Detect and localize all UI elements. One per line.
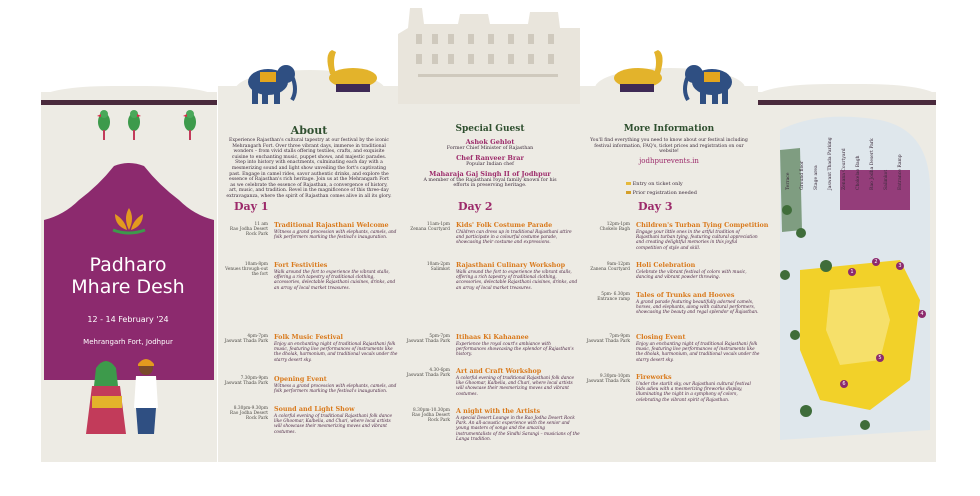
event-name: Sound and Light Show <box>274 405 355 413</box>
event-name: Kids' Folk Costume Parade <box>456 221 553 229</box>
event-venue: Rao Jodha Desert Rock Park <box>229 411 268 422</box>
cover-dates: 12 - 14 February '24 <box>87 315 169 324</box>
day-heading: Day 1 <box>234 200 269 213</box>
tree-icon <box>800 405 812 417</box>
tree-icon <box>790 330 800 340</box>
event-venue: Jaswant Thada Park <box>224 381 268 386</box>
cover-title-line2: Mhare Desh <box>71 276 185 298</box>
map-marker[interactable]: 3 <box>896 262 904 270</box>
day-3-column <box>580 200 769 460</box>
event-name: Itihaas Ki Kahaanee <box>456 333 529 341</box>
legend-item: Entry on ticket only <box>624 181 697 187</box>
event-description: Enjoy an enchanting night of traditional Rajasthani folk music, featuring live performances of instruments like the dholak, harmonium, and traditional vocals under the starry desert sky. <box>274 342 398 363</box>
event-venue: Jaswant Thada Park <box>586 339 630 344</box>
map-label: Zenana Courtyard <box>842 148 847 190</box>
fort-illustration <box>398 4 580 104</box>
event-name: Fort Festivities <box>274 261 328 269</box>
map-marker[interactable]: 2 <box>872 258 880 266</box>
map-marker[interactable]: 1 <box>848 268 856 276</box>
elephant-camel-illustration <box>238 44 388 108</box>
event-description: Enjoy an enchanting night of traditional Rajasthani folk music, featuring live performances of instruments like the dholak, harmonium, and traditional vocals under the starry desert sky. <box>636 342 760 363</box>
event-description: Witness a grand procession with elephants, camels, and folk performers marking the festival's inauguration. <box>274 384 397 395</box>
event-time: 4.30-6pm <box>429 368 450 373</box>
event-description: Children can dress up in traditional Rajasthani attire and participate in a colourful costume parade, showcasing their costume and expressions. <box>456 230 572 246</box>
tree-icon <box>780 270 790 280</box>
day-1-column <box>218 200 400 460</box>
event-time: 5pm- 6.30pm <box>601 292 630 297</box>
event-time: 10am-8pm <box>244 262 268 267</box>
cover-title-line1: Padharo <box>89 254 167 276</box>
registration-icon <box>626 191 631 195</box>
event-venue: Jaswant Thada Park <box>406 373 450 378</box>
event-description: Engage your little ones in the artful tradition of Rajasthani turban tying, featuring cultural appreciation and creating delightful memories in this joyful competition of style and skill. <box>636 230 758 251</box>
event-name: Children's Turban Tying Competition <box>636 221 769 229</box>
event-time: 9am-12pm <box>606 262 630 267</box>
event-name: Folk Music Festival <box>274 333 343 341</box>
event-name: Holi Celebration <box>636 261 696 269</box>
map-labels <box>786 137 916 200</box>
map-label: Jaswant Thada Parking <box>828 137 833 190</box>
website-link[interactable]: jodhpurevents.in <box>639 157 699 165</box>
event-description: Walk around the fort to experience the vibrant stalls, offering a rich tapestry of traditional clothing, accessories, delectable Rajasthani cuisines, drinks, and an array of local market treasures. <box>274 270 396 291</box>
map-label: Stage area <box>814 165 819 190</box>
decor-band <box>758 100 936 105</box>
event-description: Witness a grand procession with elephants, camels, and folk performers marking the festival's inauguration. <box>274 230 397 241</box>
event-name: A night with the Artists <box>456 407 541 415</box>
guest-heading: Special Guest <box>455 124 525 134</box>
couple-illustration <box>82 356 172 436</box>
map-marker[interactable]: 6 <box>840 380 848 388</box>
event-name: Rajasthani Culinary Workshop <box>456 261 566 269</box>
event-venue: Salimkot <box>430 267 450 272</box>
guest-name: Ashok Gehlot <box>465 138 515 146</box>
map-marker[interactable]: 4 <box>918 310 926 318</box>
tree-icon <box>796 228 806 238</box>
map-label: Entrance Ramp <box>898 154 903 190</box>
about-body: Experience Rajasthan's cultural tapestry at our festival by the iconic Mehrangarh Fort. Over three vibrant days, immerse in traditional wonders – from vivid stalls offering textiles, crafts, and exquisite cuisine to enchanting music, puppet shows, and majestic parades. Step into history with enactments, culminating each day with a mesmerizing sound and light show unveiling the fort's captivating past. Engage in camel rides, savor authentic drinks, and explore the essence of Rajasthan's rich heritage. Join us at the Mehrangarh Fort as we celebrate the essence of Rajasthan, a convergence of history, art, music, and tradition. Revel in the magnificence of this three-day extravaganza, where the spirit of Rajasthan comes alive in all its glory. <box>226 138 392 199</box>
event-description: A special Desert Lounge in the Rao Jodha Desert Rock Park. An all-acoustic experience with the senior and young masters of songs and the amazing instrumentalists of the Sindhi Sarangi – musicians of the Langa tradition. <box>456 416 580 442</box>
event-description: Walk around the fort to experience the vibrant stalls, offering a rich tapestry of traditional clothing, accessories, delectable Rajasthani cuisines, drinks, and an array of local market treasures. <box>456 270 578 291</box>
event-time: 5pm-7pm <box>429 334 450 339</box>
event-venue: Zenana Courtyard <box>410 227 450 232</box>
legend-item: Prior registration needed <box>624 190 697 196</box>
map-label: Ground floor <box>800 160 805 190</box>
event-venue: Rao Jodha Desert Rock Park <box>229 227 268 238</box>
event-description: Experience the royal court's ambiance with performances showcasing the splendor of Rajasthan's history. <box>456 342 574 358</box>
guest-role: A member of the Rajasthani royal family known for his efforts in preserving heritage. <box>423 178 557 188</box>
event-time: 9.30pm-10pm <box>599 374 630 379</box>
event-name: Fireworks <box>636 373 672 381</box>
guest-role: Former Chief Minister of Rajasthan <box>446 146 534 151</box>
event-name: Tales of Trunks and Hooves <box>636 291 735 299</box>
map-marker[interactable]: 5 <box>876 354 884 362</box>
event-time: 12pm-1pm <box>606 222 630 227</box>
event-description: A colorful evening of traditional Rajasthani folk dance like Ghoomar, Kalbelia, and Chari, where local artists will showcase their mesmerizing moves and vibrant costumes. <box>274 414 392 435</box>
tree-icon <box>860 420 870 430</box>
tree-icon <box>782 205 792 215</box>
parrot-icons <box>92 108 202 142</box>
event-time: 7pm-9pm <box>609 334 630 339</box>
guest-name: Maharaja Gaj Singh II of Jodhpur <box>429 170 551 178</box>
event-description: A grand parade featuring beautifully adorned camels, horses, and elephants, along with cultural performers, showcasing the beauty and regal splendor of Rajasthan. <box>636 300 759 316</box>
event-description: Under the starlit sky, our Rajasthani cultural festival bids adieu with a mesmerizing fireworks display, illuminating the night in a symphony of colors, celebrating the vibrant spirit of Rajasthan. <box>636 382 751 403</box>
map-label: Terrace <box>786 172 791 190</box>
day-heading: Day 3 <box>638 200 673 213</box>
event-description: A colorful evening of traditional Rajasthani folk dance like Ghoomar, Kalbelia, and Chari, where local artists will showcase their mesmerizing moves and vibrant costumes. <box>456 376 574 397</box>
event-time: 11am-1pm <box>426 222 450 227</box>
camel-elephant-illustration <box>600 44 750 108</box>
event-venue: Jaswant Thada Park <box>224 339 268 344</box>
event-time: 4pm-7pm <box>247 334 268 339</box>
event-time: 11 am <box>254 222 268 227</box>
map-label: Salimkot <box>884 169 889 190</box>
event-venue: Jaswant Thada Park <box>406 339 450 344</box>
event-venue: Entrance ramp <box>597 297 630 302</box>
event-venue: Zanena Courtyard <box>590 267 630 272</box>
event-venue: Jaswant Thada Park <box>586 379 630 384</box>
about-heading: About <box>290 124 328 137</box>
event-time: 7.30pm-9pm <box>240 376 268 381</box>
event-time: 8.30pm-10.30pm <box>413 408 450 413</box>
event-time: 8.30pm-9.30pm <box>233 406 268 411</box>
lotus-icon <box>107 206 151 236</box>
day-2-column <box>400 200 580 460</box>
event-name: Opening Event <box>274 375 327 383</box>
cover-venue: Mehrangarh Fort, Jodhpur <box>83 338 173 346</box>
event-venue: Rao Jodha Desert Rock Park <box>411 413 450 424</box>
decor-band <box>41 100 217 105</box>
map-label: Chokelao Bagh <box>856 155 861 190</box>
event-venue: Chokelo Bagh <box>599 227 630 232</box>
event-name: Art and Craft Workshop <box>456 367 542 375</box>
event-time: 10am-2pm <box>426 262 450 267</box>
event-venue: Venues through-out the fort <box>225 267 268 278</box>
guest-name: Chef Ranveer Brar <box>456 154 524 162</box>
guest-role: Popular Indian chef <box>466 162 514 167</box>
event-name: Traditional Rajasthani Welcome <box>274 221 389 229</box>
day-heading: Day 2 <box>458 200 493 213</box>
event-description: Celebrate the vibrant festival of colors with music, dancing and vibrant powder throwing. <box>636 270 747 281</box>
tree-icon <box>820 260 832 272</box>
event-name: Closing Event <box>636 333 686 341</box>
ticket-icon <box>626 182 631 186</box>
info-heading: More Information <box>623 124 715 134</box>
info-body: You'll find everything you need to know about our festival including festival information, FAQ's, ticket prices and registration on our website! <box>590 138 748 155</box>
map-label: Rao Jodha Desert Park <box>870 138 875 190</box>
